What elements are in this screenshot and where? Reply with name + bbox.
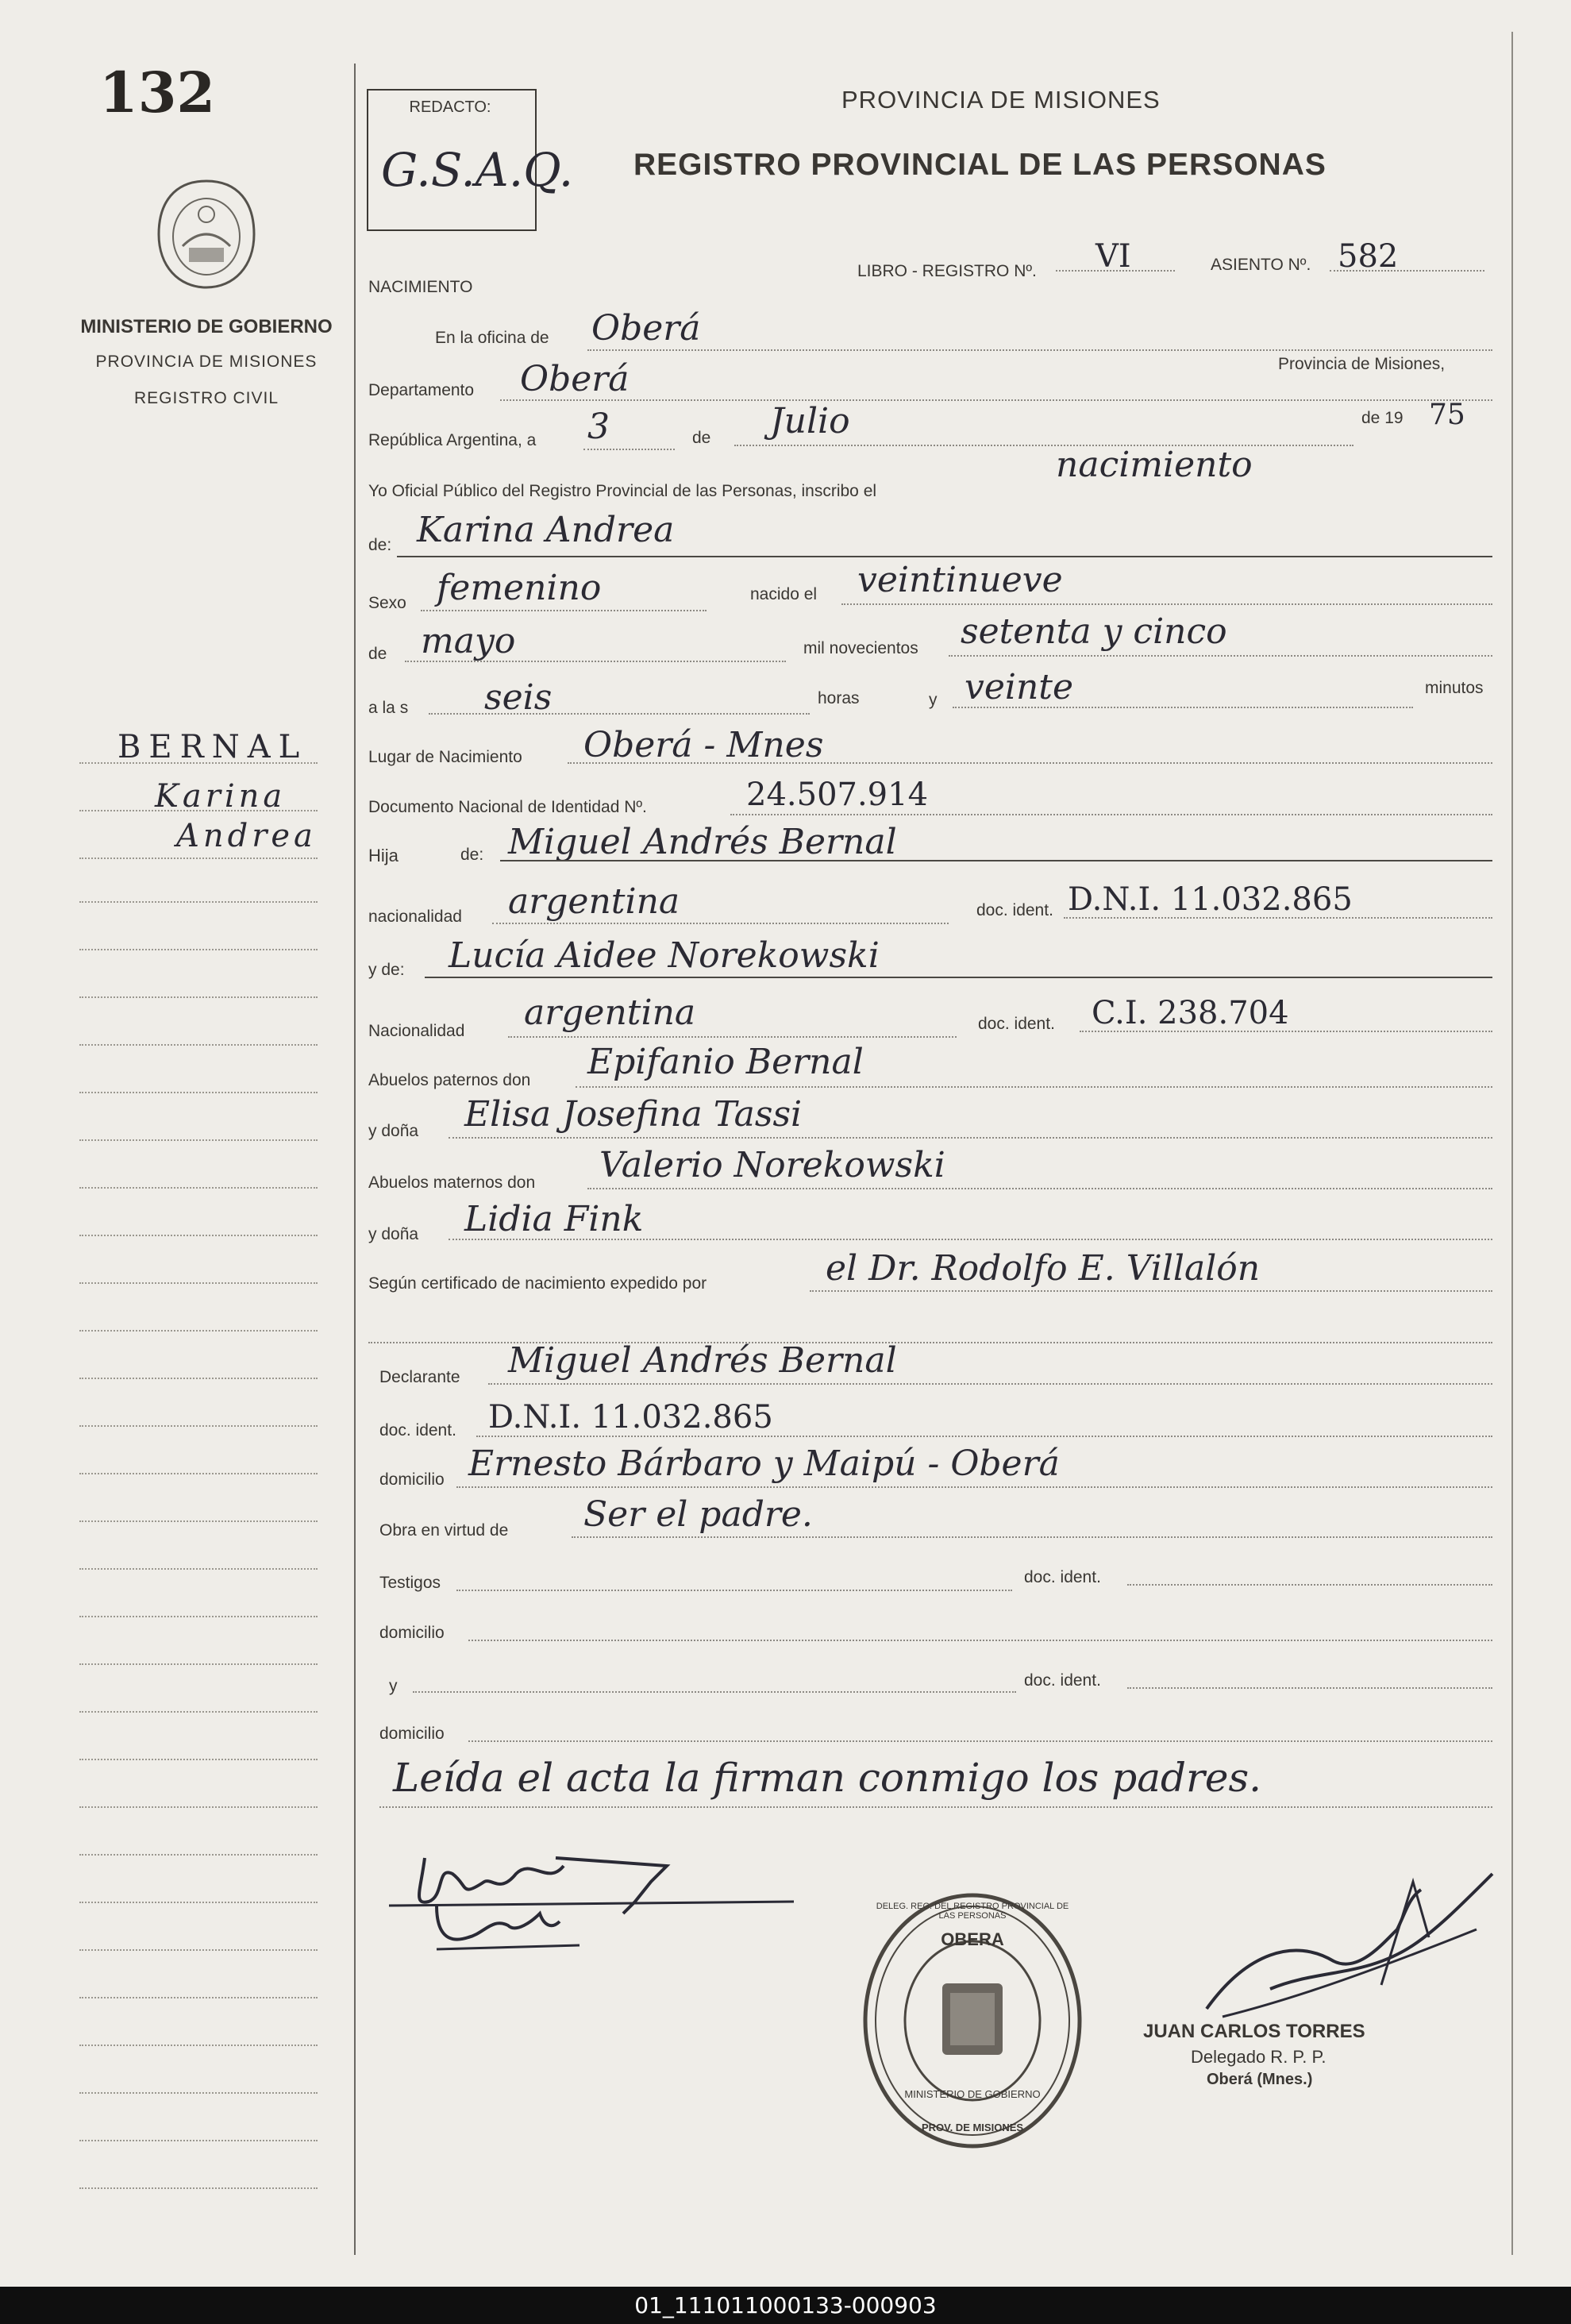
redacto-initials: G.S.A.Q.: [381, 143, 574, 197]
declarante-line: [488, 1383, 1492, 1385]
image-id-text: 01_111011000133-000903: [634, 2292, 937, 2318]
dona-label: y doña: [368, 1122, 419, 1140]
de-label: de: [692, 429, 711, 447]
domicilio3-line: [468, 1740, 1492, 1742]
de-label-name: de:: [368, 536, 392, 554]
doc-ident-label-3: doc. ident.: [379, 1421, 456, 1439]
obra-value: Ser el padre.: [583, 1494, 813, 1535]
declarante-doc: D.N.I. 11.032.865: [488, 1399, 773, 1436]
minutes-line: [953, 707, 1413, 708]
nacido-value: veintinueve: [857, 560, 1063, 600]
domicilio-value: Ernesto Bárbaro y Maipú - Oberá: [468, 1443, 1060, 1484]
minutos-label: minutos: [1425, 679, 1484, 697]
margin-rule: [79, 1139, 318, 1141]
doc-ident-label-4: doc. ident.: [1024, 1568, 1101, 1586]
stamp-bottom-text: PROV. DE MISIONES: [921, 2122, 1024, 2133]
hija-label: Hija: [368, 846, 399, 865]
margin-rule: [79, 1282, 318, 1284]
mother-nationality: argentina: [524, 992, 696, 1033]
abuelos-paternos-label: Abuelos paternos don: [368, 1071, 531, 1089]
birth-month-line: [405, 661, 786, 662]
hija-de-label: de:: [460, 846, 484, 864]
a-las-label: a la s: [368, 699, 409, 717]
day-line: [583, 449, 675, 450]
margin-rule: [79, 901, 318, 903]
testigos-label: Testigos: [379, 1574, 441, 1592]
sexo-label: Sexo: [368, 594, 406, 612]
margin-rule: [79, 1044, 318, 1046]
dona1-line: [449, 1137, 1492, 1139]
margin-rule: [79, 2045, 318, 2046]
maternal-grandmother: Lidia Fink: [464, 1199, 644, 1239]
father-name: Miguel Andrés Bernal: [508, 822, 897, 862]
closing-line: [379, 1806, 1492, 1808]
y2-line: [413, 1691, 1016, 1693]
mother-line: [425, 977, 1492, 978]
registry-title: REGISTRO PROVINCIAL DE LAS PERSONAS: [633, 148, 1326, 182]
margin-first-name: Karina: [155, 778, 287, 815]
official-name: JUAN CARLOS TORRES: [1143, 2021, 1365, 2042]
margin-rule: [79, 2187, 318, 2189]
doc-ident-label-2: doc. ident.: [978, 1015, 1055, 1033]
doc-ident-label-5: doc. ident.: [1024, 1671, 1101, 1690]
province-subtitle: PROVINCIA DE MISIONES: [95, 353, 318, 371]
asiento-label: ASIENTO Nº.: [1211, 256, 1311, 274]
nac1-line: [492, 923, 949, 924]
stamp-center-text: OBERA: [941, 1929, 1004, 1949]
margin-rule: [79, 949, 318, 950]
stamp-inner-text: MINISTERIO DE GOBIERNO: [904, 2088, 1041, 2100]
republica-label: República Argentina, a: [368, 431, 537, 449]
oficina-label: En la oficina de: [435, 329, 549, 347]
margin-rule: [79, 1568, 318, 1570]
obra-line: [572, 1536, 1492, 1538]
nacionalidad-label-2: Nacionalidad: [368, 1022, 465, 1040]
doc2-line: [1080, 1031, 1492, 1032]
father-nationality: argentina: [508, 881, 680, 922]
paternal-grandfather: Epifanio Bernal: [587, 1042, 864, 1082]
stamp-outer-text: DELEG. REG. DEL REGISTRO PROVINCIAL DE LAS PERSONAS: [876, 1902, 1069, 1921]
provincia-label: Provincia de Misiones,: [1278, 355, 1446, 373]
margin-rule: [79, 1330, 318, 1332]
margin-rule: [79, 1949, 318, 1951]
y-de-label: y de:: [368, 961, 405, 979]
lugar-value: Oberá - Mnes: [583, 725, 824, 765]
sexo-value: femenino: [437, 568, 602, 608]
margin-rule: [79, 1854, 318, 1856]
segun-line: [810, 1290, 1492, 1292]
margin-rule: [79, 1663, 318, 1665]
margin-rule: [79, 1997, 318, 1998]
maternal-grandfather: Valerio Norekowski: [599, 1145, 945, 1185]
oficina-line: [587, 349, 1492, 351]
dona-label-2: y doña: [368, 1225, 419, 1243]
dni-label: Documento Nacional de Identidad Nº.: [368, 798, 647, 816]
mil-label: mil novecientos: [803, 639, 918, 657]
departamento-label: Departamento: [368, 381, 475, 399]
domicilio-label-3: domicilio: [379, 1725, 445, 1743]
doc5-line: [1127, 1687, 1492, 1689]
declarante-value: Miguel Andrés Bernal: [508, 1340, 897, 1381]
minutes-value: veinte: [965, 667, 1074, 707]
margin-surname: BERNAL: [117, 729, 308, 765]
child-name: Karina Andrea: [417, 510, 675, 550]
margin-rule: [79, 2092, 318, 2094]
margin-rule: [79, 1806, 318, 1808]
margin-rule: [79, 762, 318, 764]
section-label: NACIMIENTO: [368, 278, 473, 296]
dni-value: 24.507.914: [746, 777, 929, 813]
province-header: PROVINCIA DE MISIONES: [841, 86, 1161, 114]
father-doc: D.N.I. 11.032.865: [1068, 881, 1353, 918]
domicilio-label: domicilio: [379, 1470, 445, 1489]
hours-line: [429, 713, 810, 715]
margin-rule: [79, 810, 318, 811]
parents-signature-icon: [373, 1826, 818, 1969]
doc4-line: [1127, 1584, 1492, 1586]
margin-rule: [79, 1473, 318, 1474]
father-line: [500, 860, 1492, 861]
margin-rule: [79, 2140, 318, 2141]
oficial-value: nacimiento: [1056, 445, 1253, 485]
margin-middle-name: Andrea: [176, 818, 317, 854]
margin-rule: [79, 1520, 318, 1522]
margin-rule: [79, 858, 318, 859]
y-label-2: y: [389, 1677, 398, 1695]
horas-label: horas: [818, 689, 860, 707]
month-line: [734, 445, 1353, 446]
margin-rule: [79, 1711, 318, 1713]
official-location: Oberá (Mnes.): [1207, 2071, 1313, 2088]
y-label: y: [929, 691, 938, 709]
doc1-line: [1064, 917, 1492, 919]
obra-label: Obra en virtud de: [379, 1521, 509, 1540]
testigos-line: [456, 1590, 1012, 1591]
certifying-doctor: el Dr. Rodolfo E. Villalón: [826, 1248, 1261, 1289]
asiento-line: [1330, 270, 1484, 272]
dona2-line: [449, 1239, 1492, 1240]
libro-value: VI: [1095, 238, 1131, 275]
lugar-label: Lugar de Nacimiento: [368, 748, 522, 766]
margin-rule: [79, 1187, 318, 1189]
abuelos-maternos-label: Abuelos maternos don: [368, 1174, 536, 1192]
birth-month: mayo: [421, 621, 516, 661]
nacido-line: [841, 603, 1492, 605]
mother-name: Lucía Aidee Norekowski: [449, 935, 880, 976]
doc-ident-label: doc. ident.: [976, 901, 1053, 919]
asiento-value: 582: [1338, 238, 1399, 275]
margin-rule: [79, 1235, 318, 1236]
ab-mat-line: [587, 1188, 1492, 1189]
nac2-line: [508, 1036, 957, 1038]
sexo-line: [421, 610, 707, 611]
departamento-line: [500, 399, 1492, 401]
dni-line: [730, 814, 1492, 815]
margin-rule: [79, 1378, 318, 1379]
ministry-title: MINISTERIO DE GOBIERNO: [80, 316, 333, 337]
margin-rule: [79, 1616, 318, 1617]
margin-rule: [79, 1759, 318, 1760]
margin-rule: [79, 1425, 318, 1427]
month-value: Julio: [770, 401, 850, 441]
domicilio-label-2: domicilio: [379, 1624, 445, 1642]
ab-pat-line: [576, 1086, 1492, 1088]
segun-label: Según certificado de nacimiento expedido por: [368, 1274, 707, 1293]
mother-doc: C.I. 238.704: [1092, 995, 1289, 1031]
paternal-grandmother: Elisa Josefina Tassi: [464, 1094, 803, 1135]
declarante-label: Declarante: [379, 1368, 460, 1386]
image-id-bar: [0, 2287, 1571, 2324]
lugar-line: [568, 762, 1492, 764]
oficial-label: Yo Oficial Público del Registro Provincial de las Personas, inscribo el: [368, 482, 877, 500]
margin-rule: [79, 1092, 318, 1093]
de-label-month: de: [368, 645, 387, 663]
margin-divider: [354, 64, 356, 2255]
hours-value: seis: [484, 677, 553, 718]
libro-label: LIBRO - REGISTRO Nº.: [857, 262, 1037, 280]
coat-of-arms-seal-icon: [151, 175, 262, 294]
redacto-label: REDACTO:: [409, 98, 491, 116]
margin-rule: [79, 996, 318, 998]
year-value: 75: [1429, 399, 1465, 431]
oficina-value: Oberá: [591, 308, 701, 349]
official-signature-icon: [1175, 1850, 1524, 2041]
doc3-line: [476, 1436, 1492, 1437]
libro-line: [1056, 270, 1175, 272]
birth-year-line: [949, 655, 1492, 657]
nacido-label: nacido el: [750, 585, 818, 603]
birth-year: setenta y cinco: [961, 611, 1227, 652]
page-number: 132: [99, 60, 216, 125]
departamento-value: Oberá: [520, 359, 630, 399]
margin-rule: [79, 1902, 318, 1903]
year-label: de 19: [1361, 409, 1404, 427]
closing-statement: Leída el acta la firman conmigo los padres.: [393, 1755, 1262, 1801]
official-title: Delegado R. P. P.: [1191, 2047, 1326, 2067]
name-line: [397, 556, 1492, 557]
day-value: 3: [587, 407, 610, 447]
nacionalidad-label: nacionalidad: [368, 908, 462, 926]
domicilio-line: [456, 1486, 1492, 1488]
domicilio2-line: [468, 1640, 1492, 1641]
registry-subtitle: REGISTRO CIVIL: [133, 389, 279, 407]
